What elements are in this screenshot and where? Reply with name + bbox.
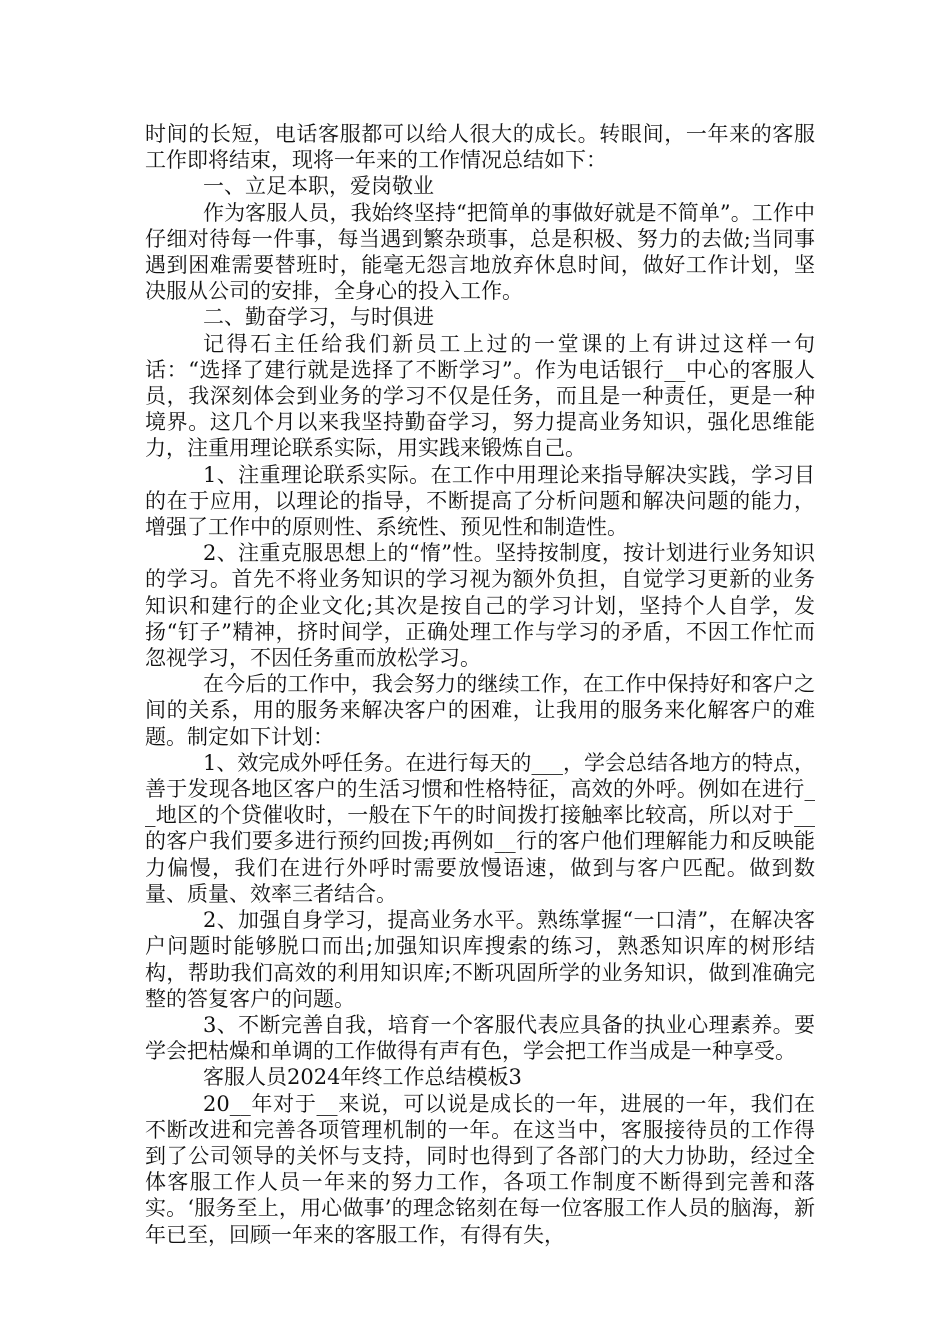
paragraph: 作为客服人员，我始终坚持“把简单的事做好就是不简单”。工作中仔细对待每一件事，每当遇到繁杂琐事，总是积极、努力的去做;当同事遇到困难需要替班时，能毫无怨言地放弃休息时间，做好工作计划，坚决服从公司的安排，全身心的投入工作。 [145, 200, 815, 304]
paragraph: 记得石主任给我们新员工上过的一堂课的上有讲过这样一句话：“选择了建行就是选择了不断学习”。作为电话银行__中心的客服人员，我深刻体会到业务的学习不仅是任务，而且是一种责任，更是一种境界。这几个月以来我坚持勤奋学习，努力提高业务知识，强化思维能力，注重用理论联系实际，用实践来锻炼自己。 [145, 331, 815, 461]
paragraph-intro-continuation: 时间的长短，电话客服都可以给人很大的成长。转眼间，一年来的客服工作即将结束，现将一年来的工作情况总结如下： [145, 122, 815, 173]
section-heading-1: 一、立足本职，爱岗敬业 [203, 174, 434, 199]
list-item: 3、不断完善自我，培育一个客服代表应具备的执业心理素养。要学会把枯燥和单调的工作做得有声有色，学会把工作当成是一种享受。 [145, 1012, 815, 1064]
list-item: 1、效完成外呼任务。在进行每天的___，学会总结各地方的特点，善于发现各地区客户的生活习惯和性格特征，高效的外呼。例如在进行__地区的个贷催收时，一般在下午的时间拨打接触率比较高，所以对于__的客户我们要多进行预约回拨;再例如__行的客户他们理解能力和反映能力偏慢，我们在进行外呼时需要放慢语速，做到与客户匹配。做到数量、质量、效率三者结合。 [145, 750, 815, 906]
list-item: 2、加强自身学习，提高业务水平。熟练掌握“一口清”，在解决客户问题时能够脱口而出;加强知识库搜索的练习，熟悉知识库的树形结构，帮助我们高效的利用知识库;不断巩固所学的业务知识，做到准确完整的答复客户的问题。 [145, 908, 815, 1011]
list-item: 2、注重克服思想上的“惰”性。坚持按制度，按计划进行业务知识的学习。首先不将业务知识的学习视为额外负担，自觉学习更新的业务知识和建行的企业文化;其次是按自己的学习计划，坚持个人自学，发扬“钉子”精神，挤时间学，正确处理工作与学习的矛盾，不因工作忙而忽视学习，不因任务重而放松学习。 [145, 541, 815, 671]
paragraph: 20__年对于__来说，可以说是成长的一年，进展的一年，我们在不断改进和完善各项管理机制的一年。在这当中，客服接待员的工作得到了公司领导的关怀与支持，同时也得到了各部门的大力协助，经过全体客服工作人员一年来的努力工作，各项工作制度不断得到完善和落实。‘服务至上，用心做事’的理念铭刻在每一位客服工作人员的脑海，新年已至，回顾一年来的客服工作，有得有失， [145, 1091, 815, 1247]
section-heading-2: 二、勤奋学习，与时俱进 [203, 305, 434, 330]
list-item: 1、注重理论联系实际。在工作中用理论来指导解决实践，学习目的在于应用，以理论的指导，不断提高了分析问题和解决问题的能力，增强了工作中的原则性、系统性、预见性和制造性。 [145, 462, 815, 540]
paragraph: 在今后的工作中，我会努力的继续工作，在工作中保持好和客户之间的关系，用的服务来解决客户的困难，让我用的服务来化解客户的难题。制定如下计划： [145, 672, 815, 749]
template-title: 客服人员2024年终工作总结模板3 [203, 1065, 522, 1090]
document-body [145, 121, 815, 1248]
